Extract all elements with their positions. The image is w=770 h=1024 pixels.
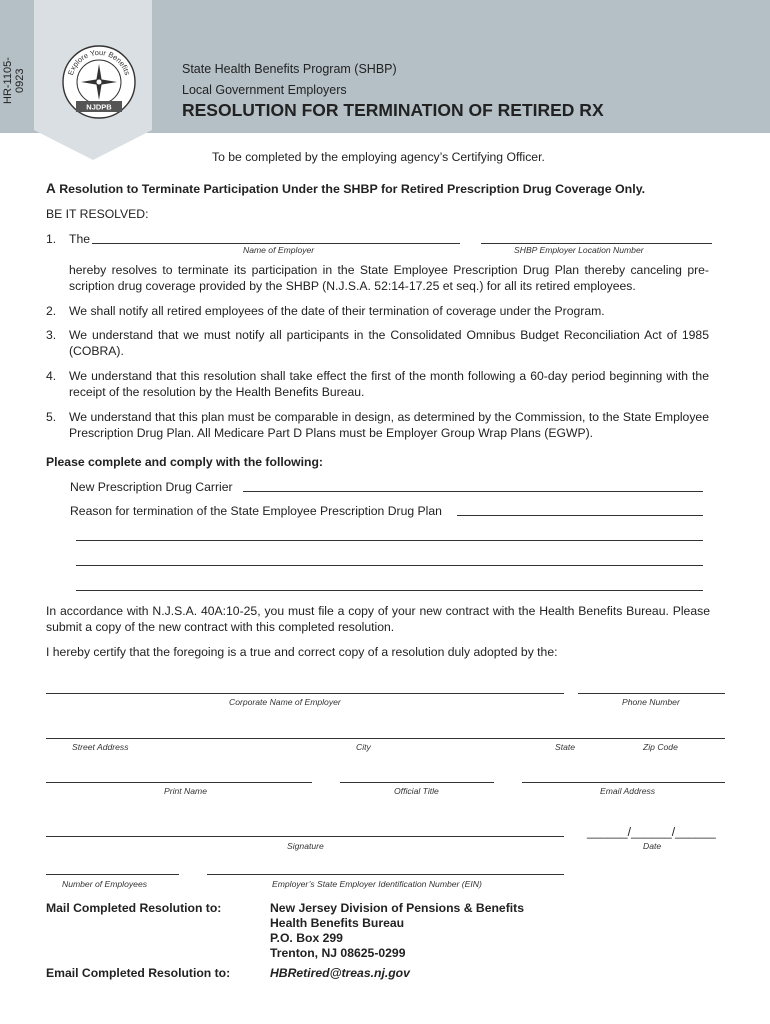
resolution-heading: A Resolution to Terminate Participation Under the SHBP for Retired Prescription Drug Coverage Only. (46, 181, 646, 196)
email-submit-label: Email Completed Resolution to: (46, 966, 231, 980)
reason-label: Reason for termination of the State Employee Prescription Drug Plan (70, 504, 442, 518)
print-name-field[interactable] (46, 782, 312, 783)
reason-field-line[interactable] (76, 565, 703, 566)
item-number: 3. (46, 328, 57, 342)
logo-ring-text: Explore Your Benefits (66, 47, 133, 77)
employer-name-field[interactable] (92, 243, 460, 244)
num-employees-caption: Number of Employees (62, 879, 148, 889)
mail-address-line3: P.O. Box 299 (270, 931, 343, 945)
item2-text: We shall notify all retired employees of the date of their termination of coverage under the Program. (69, 304, 605, 318)
official-title-field[interactable] (340, 782, 494, 783)
signature-caption: Signature (287, 841, 324, 851)
date-caption: Date (643, 841, 662, 851)
mail-address-line4: Trenton, NJ 08625-0299 (270, 946, 406, 960)
mail-address-line2: Health Benefits Bureau (270, 916, 405, 930)
name-of-employer-caption: Name of Employer (243, 245, 315, 255)
item4-text: We understand that this resolution shall take effect the first of the month following a 60-day period beginning with the receipt of the resolution by the Health Benefits Bureau. (69, 369, 709, 399)
mail-label: Mail Completed Resolution to: (46, 901, 222, 915)
mail-address-line1: New Jersey Division of Pensions & Benefits (270, 901, 524, 915)
corporate-name-field[interactable] (46, 693, 564, 694)
new-carrier-field[interactable] (243, 491, 703, 492)
date-field[interactable]: ______/______/______ (587, 825, 716, 839)
accordance-text: In accordance with N.J.S.A. 40A:10-25, you must file a copy of your new contract with the Health Benefits Bureau. Please submit a copy of the new contract with this completed resolution. (46, 604, 710, 634)
item5-text: We understand that this plan must be comparable in design, as determined by the Commission, to the State Employee Prescription Drug Plan. All Medicare Part D Plans must be Employer Group Wrap Plans (EGWP). (69, 410, 709, 440)
location-number-field[interactable] (481, 243, 712, 244)
page-title: RESOLUTION FOR TERMINATION OF RETIRED RX (182, 100, 604, 120)
print-name-caption: Print Name (164, 786, 207, 796)
reason-field[interactable] (457, 515, 703, 516)
certify-text: I hereby certify that the foregoing is a true and correct copy of a resolution duly adopted by the: (46, 645, 558, 659)
program-name: State Health Benefits Program (SHBP) (182, 62, 397, 76)
state-caption: State (555, 742, 576, 752)
phone-field[interactable] (578, 693, 725, 694)
comply-heading: Please complete and comply with the following: (46, 455, 323, 469)
item1-the: The (69, 232, 91, 246)
item-number: 5. (46, 410, 57, 424)
num-employees-field[interactable] (46, 874, 179, 875)
employer-group: Local Government Employers (182, 83, 347, 97)
new-carrier-label: New Prescription Drug Carrier (70, 480, 233, 494)
street-caption: Street Address (72, 742, 129, 752)
city-caption: City (356, 742, 371, 752)
njdpb-logo (60, 42, 138, 120)
location-number-caption: SHBP Employer Location Number (514, 245, 644, 255)
item-number: 1. (46, 232, 57, 246)
email-submit-address[interactable]: HBRetired@treas.nj.gov (270, 966, 410, 980)
corporate-name-caption: Corporate Name of Employer (229, 697, 341, 707)
reason-field-line[interactable] (76, 540, 703, 541)
be-it-resolved: BE IT RESOLVED: (46, 207, 149, 221)
item1-text: hereby resolves to terminate its participation in the State Employee Prescription Drug Plan thereby canceling pre-scription drug coverage provided by the SHBP (N.J.S.A. 52:14-17.25 et seq.) for all its retired employees. (69, 263, 709, 293)
zip-caption: Zip Code (643, 742, 678, 752)
form-code: HR-1105-0923 (2, 57, 26, 105)
item-number: 2. (46, 304, 57, 318)
email-caption: Email Address (600, 786, 656, 796)
official-title-caption: Official Title (394, 786, 439, 796)
item3-text: We understand that we must notify all participants in the Consolidated Omnibus Budget Reconciliation Act of 1985 (COBRA). (69, 328, 709, 358)
phone-caption: Phone Number (622, 697, 680, 707)
signature-field[interactable] (46, 836, 564, 837)
reason-field-line[interactable] (76, 590, 703, 591)
logo-banner-text: NJDPB (86, 102, 112, 112)
address-field[interactable] (46, 738, 725, 739)
intro-text: To be completed by the employing agency’s Certifying Officer. (212, 150, 545, 164)
email-field[interactable] (522, 782, 725, 783)
item-number: 4. (46, 369, 57, 383)
ein-field[interactable] (207, 874, 564, 875)
ein-caption: Employer’s State Employer Identification Number (EIN) (272, 879, 482, 889)
